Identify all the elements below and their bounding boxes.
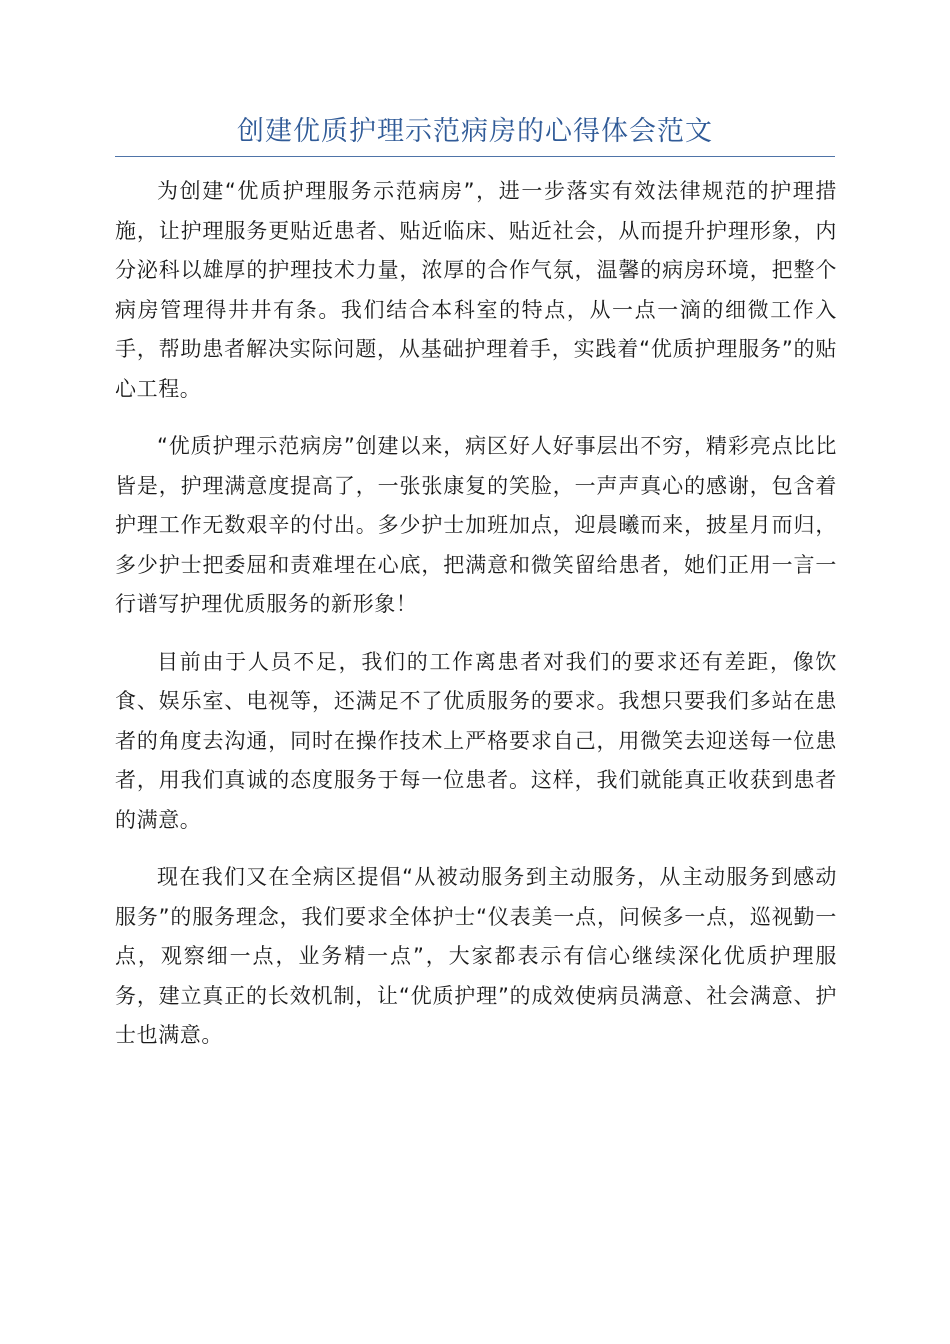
paragraph-3: 目前由于人员不足，我们的工作离患者对我们的要求还有差距，像饮食、娱乐室、电视等，还满足不了优质服务的要求。我想只要我们多站在患者的角度去沟通，同时在操作技术上严格要求自己，用微笑去迎送每一位患者，用我们真诚的态度服务于每一位患者。这样，我们就能真正收获到患者的满意。 — [115, 649, 837, 832]
paragraph-4: 现在我们又在全病区提倡“从被动服务到主动服务，从主动服务到感动服务”的服务理念，我们要求全体护士“仪表美一点，问候多一点，巡视勤一点，观察细一点，业务精一点”，大家都表示有信心继续深化优质护理服务，建立真正的长效机制，让“优质护理”的成效使病员满意、社会满意、护士也满意。 — [115, 865, 837, 1047]
title-block — [115, 112, 835, 157]
document-title: 创建优质护理示范病房的心得体会范文 — [237, 116, 713, 147]
paragraph-2: “优质护理示范病房”创建以来，病区好人好事层出不穷，精彩亮点比比皆是，护理满意度提高了，一张张康复的笑脸，一声声真心的感谢，包含着护理工作无数艰辛的付出。多少护士加班加点，迎晨曦而来，披星月而归，多少护士把委屈和责难埋在心底，把满意和微笑留给患者，她们正用一言一行谱写护理优质服务的新形象！ — [115, 434, 837, 616]
paragraph-1: 为创建“优质护理服务示范病房”，进一步落实有效法律规范的护理措施，让护理服务更贴近患者、贴近临床、贴近社会，从而提升护理形象，内分泌科以雄厚的护理技术力量，浓厚的合作气氛，温馨的病房环境，把整个病房管理得井井有条。我们结合本科室的特点，从一点一滴的细微工作入手，帮助患者解决实际问题，从基础护理着手，实践着“优质护理服务”的贴心工程。 — [115, 179, 837, 401]
document-body — [115, 172, 837, 1074]
